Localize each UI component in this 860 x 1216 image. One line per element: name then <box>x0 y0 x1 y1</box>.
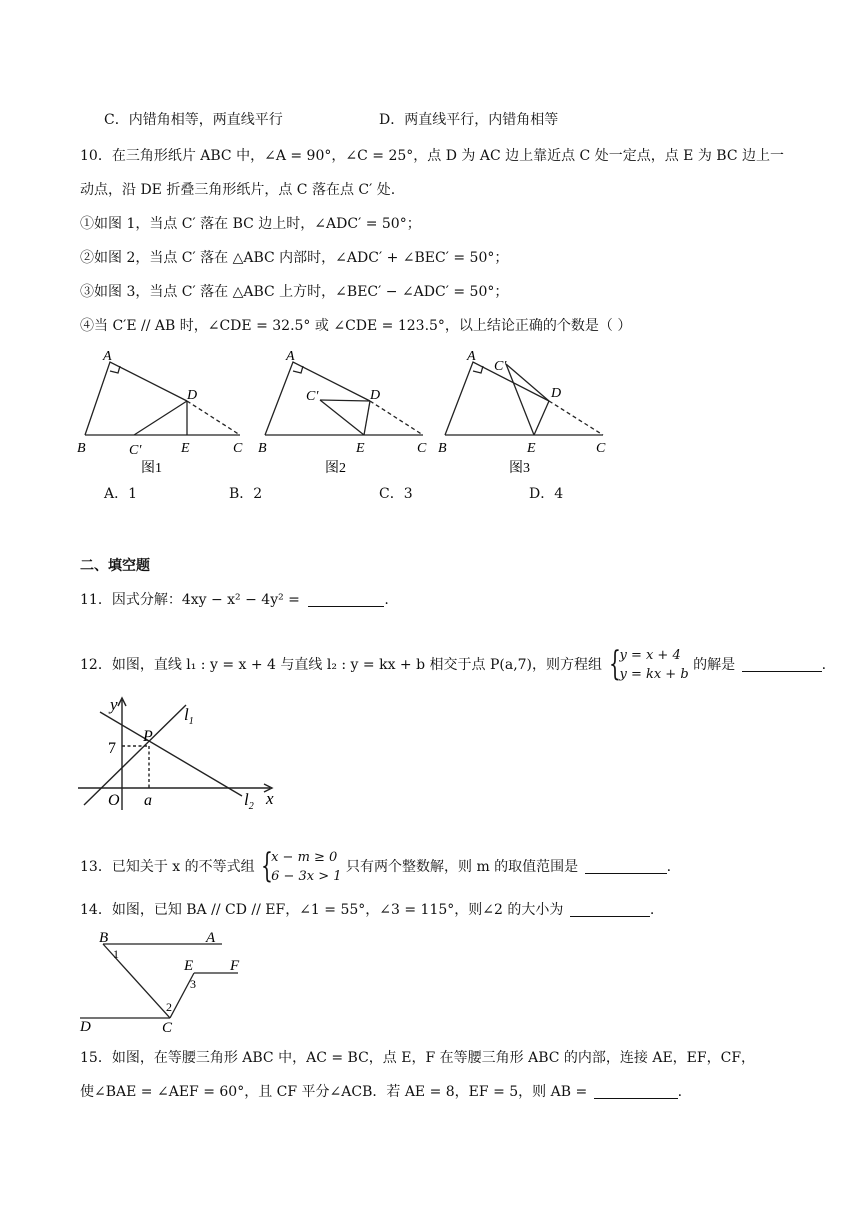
fig3-label-cprime: C′ <box>494 359 507 374</box>
fig1-caption: 图1 <box>141 461 162 475</box>
fig1-label-cprime: C′ <box>129 443 142 458</box>
fig3-label-d: D <box>551 386 562 401</box>
q11 <box>80 590 389 610</box>
q11-text: 11．因式分解：4xy − x² − 4y² = <box>80 592 300 608</box>
q13 <box>80 848 671 886</box>
fig2-label-b: B <box>258 441 267 456</box>
section-heading: 二、填空题 <box>80 558 150 574</box>
q13-ineq-1: x − m ≥ 0 <box>271 850 338 865</box>
q9-option-d: D．两直线平行，内错角相等 <box>379 112 559 128</box>
q12-end: . <box>821 657 827 673</box>
graph-point-p: P <box>143 728 153 745</box>
q12-answer-blank[interactable] <box>742 657 822 672</box>
fig2-label-a: A <box>286 349 295 364</box>
q12-eq-2: y = kx + b <box>619 667 689 682</box>
q10-line1: 10．在三角形纸片 ABC 中，∠A = 90°，∠C = 25°，点 D 为 AC 边上靠近点 C 处一定点，点 E 为 BC 边上一 <box>80 148 784 164</box>
q14-answer-blank[interactable] <box>570 902 650 917</box>
fig1-label-b: B <box>77 441 86 456</box>
q13-text-a: 13．已知关于 x 的不等式组 <box>80 859 255 875</box>
q10-statement-4: ④当 C′E // AB 时，∠CDE = 32.5° 或 ∠CDE = 123.5°，以上结论正确的个数是（ ） <box>80 318 632 334</box>
q14-angle-3: 3 <box>190 977 196 991</box>
q10-figure-1 <box>85 362 240 435</box>
q14-label-f: F <box>230 958 240 974</box>
q15-end: . <box>677 1084 683 1100</box>
q14-label-b: B <box>99 930 109 946</box>
q14-end: . <box>649 902 655 918</box>
q10-figure-2 <box>265 362 423 435</box>
graph-origin-label: O <box>108 792 120 809</box>
q12-eq-1: y = x + 4 <box>619 648 681 663</box>
graph-l2-label: $l_2$ <box>244 790 254 812</box>
q13-end: . <box>666 859 672 875</box>
q10-option-a: A．1 <box>104 486 138 502</box>
fig2-label-e: E <box>356 441 365 456</box>
q14-label-a: A <box>206 930 216 946</box>
graph-l1-label: $l_1$ <box>184 705 194 727</box>
q15-line2: 使∠BAE = ∠AEF = 60°，且 CF 平分∠ACB．若 AE = 8，EF = 5，则 AB = <box>80 1084 588 1100</box>
fig2-caption: 图2 <box>325 461 346 475</box>
fig2-label-cprime: C′ <box>306 389 319 404</box>
q14-angle-1: 1 <box>113 947 119 961</box>
fig3-label-a: A <box>467 349 476 364</box>
q11-end: . <box>384 592 389 608</box>
graph-x-label: x <box>266 789 274 808</box>
fig3-label-e: E <box>527 441 536 456</box>
q10-statement-2: ②如图 2，当点 C′ 落在 △ABC 内部时，∠ADC′ + ∠BEC′ = 50°； <box>80 250 509 266</box>
fig2-label-c: C <box>417 441 427 456</box>
q11-answer-blank[interactable] <box>308 592 384 607</box>
q14-text: 14．如图，已知 BA // CD // EF，∠1 = 55°，∠3 = 115°，则∠2 的大小为 <box>80 902 564 918</box>
q10-option-d: D．4 <box>529 486 564 502</box>
fig2-label-d: D <box>370 388 381 403</box>
fig1-label-c: C <box>233 441 243 456</box>
q15-line1: 15．如图，在等腰三角形 ABC 中，AC = BC，点 E，F 在等腰三角形 ABC 的内部，连接 AE，EF，CF， <box>80 1050 756 1066</box>
q14 <box>80 900 654 920</box>
q14-label-d: D <box>80 1019 91 1034</box>
fig3-label-c: C <box>596 441 606 456</box>
graph-y-label: y <box>110 695 118 714</box>
q12 <box>80 646 826 684</box>
q14-figure <box>76 926 256 1034</box>
q10-option-b: B．2 <box>229 486 263 502</box>
q13-ineq-2: 6 − 3x > 1 <box>271 869 342 884</box>
q14-label-e: E <box>184 958 194 974</box>
q10-statement-3: ③如图 3，当点 C′ 落在 △ABC 上方时，∠BEC′ − ∠ADC′ = 50°； <box>80 284 509 300</box>
fig1-label-d: D <box>187 388 198 403</box>
q12-text-a: 12．如图，直线 l₁ : y = x + 4 与直线 l₂ : y = kx + b 相交于点 P(a,7)，则方程组 <box>80 657 603 673</box>
q13-answer-blank[interactable] <box>585 859 667 874</box>
q10-option-c: C．3 <box>379 486 413 502</box>
q12-graph <box>74 692 289 817</box>
q14-label-c: C <box>162 1020 173 1034</box>
q13-text-b: 只有两个整数解，则 m 的取值范围是 <box>346 859 579 875</box>
fig3-caption: 图3 <box>509 461 530 475</box>
graph-tick-a: a <box>144 792 152 809</box>
q15-line2-wrap <box>80 1082 682 1102</box>
fig1-label-a: A <box>103 349 112 364</box>
graph-tick-7: 7 <box>108 740 116 757</box>
q15-answer-blank[interactable] <box>594 1084 678 1099</box>
q12-equation-system: { y = x + 4 y = kx + b <box>609 644 689 684</box>
q10-statement-1: ①如图 1，当点 C′ 落在 BC 边上时，∠ADC′ = 50°； <box>80 216 421 232</box>
fig1-label-e: E <box>181 441 190 456</box>
q13-inequality-system: { x − m ≥ 0 6 − 3x > 1 <box>261 846 342 886</box>
q9-option-c: C．内错角相等，两直线平行 <box>104 112 283 128</box>
q10-figure-3 <box>445 362 603 435</box>
q10-line2: 动点，沿 DE 折叠三角形纸片，点 C 落在点 C′ 处. <box>80 182 396 198</box>
q14-angle-2: 2 <box>166 1000 172 1014</box>
fig3-label-b: B <box>438 441 447 456</box>
q10-figures <box>75 340 635 475</box>
q12-text-b: 的解是 <box>693 657 736 673</box>
